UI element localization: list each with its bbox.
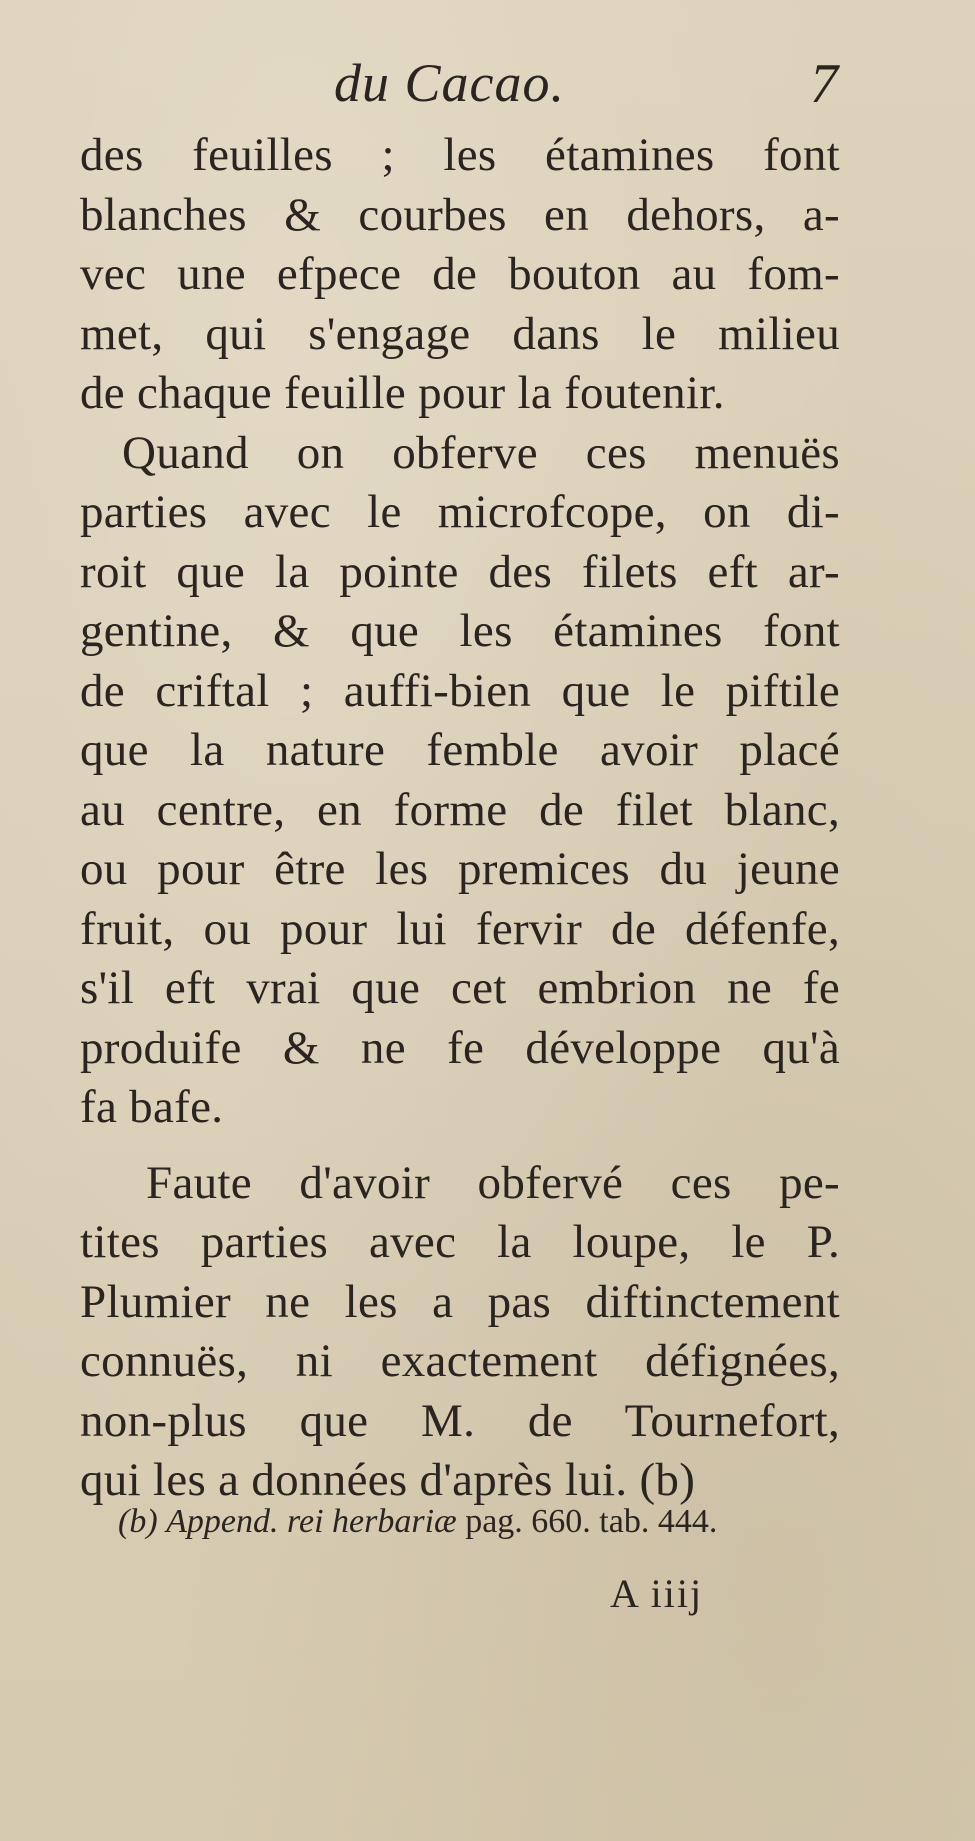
text-line: s'il eft vrai que cet embrion ne fe <box>80 962 840 1014</box>
footnote <box>118 1500 838 1544</box>
text-line: qui les a données d'après lui. (b) <box>80 1454 696 1506</box>
page-number: 7 <box>810 53 838 115</box>
text-line: blanches & courbes en dehors, a- <box>80 188 840 241</box>
footnote-reference: pag. 660. tab. 444. <box>465 1503 718 1540</box>
text-line: de criftal ; auffi-bien que le piftile <box>80 664 840 717</box>
text-line: non-plus que M. de Tournefort, <box>80 1394 840 1447</box>
text-line: Plumier ne les a pas diftinctement <box>80 1275 840 1328</box>
text-line: produife & ne fe développe qu'à <box>80 1021 840 1074</box>
text-line: roit que la pointe des filets eft ar- <box>80 545 840 598</box>
text-line: Quand on obferve ces menuës <box>122 426 840 479</box>
text-line: vec une efpece de bouton au fom- <box>80 248 840 300</box>
running-head: du Cacao. <box>334 53 565 113</box>
text-line: ou pour être les premices du jeune <box>80 843 840 895</box>
signature-mark: A iiij <box>610 1571 704 1616</box>
text-line: que la nature femble avoir placé <box>80 724 840 776</box>
text-line: des feuilles ; les étamines font <box>80 129 840 181</box>
paragraph-gap <box>80 1138 840 1154</box>
text-line: connuës, ni exactement défignées, <box>80 1335 840 1387</box>
text-line: de chaque feuille pour la foutenir. <box>80 367 725 419</box>
text-line: met, qui s'engage dans le milieu <box>80 307 840 360</box>
text-line: gentine, & que les étamines font <box>80 605 840 657</box>
footnote-title: Append. rei herbariæ <box>166 1503 457 1540</box>
text-line: au centre, en forme de filet blanc, <box>80 783 840 836</box>
text-line: Faute d'avoir obfervé ces pe- <box>146 1156 840 1209</box>
footnote-marker: (b) <box>118 1503 158 1540</box>
text-line: fa bafe. <box>80 1081 224 1133</box>
body-text <box>80 126 840 1511</box>
text-line: fruit, ou pour lui fervir de défenfe, <box>80 902 840 955</box>
text-line: parties avec le microfcope, on di- <box>80 486 840 538</box>
page-header <box>78 52 838 132</box>
text-line: tites parties avec la loupe, le P. <box>80 1216 840 1268</box>
